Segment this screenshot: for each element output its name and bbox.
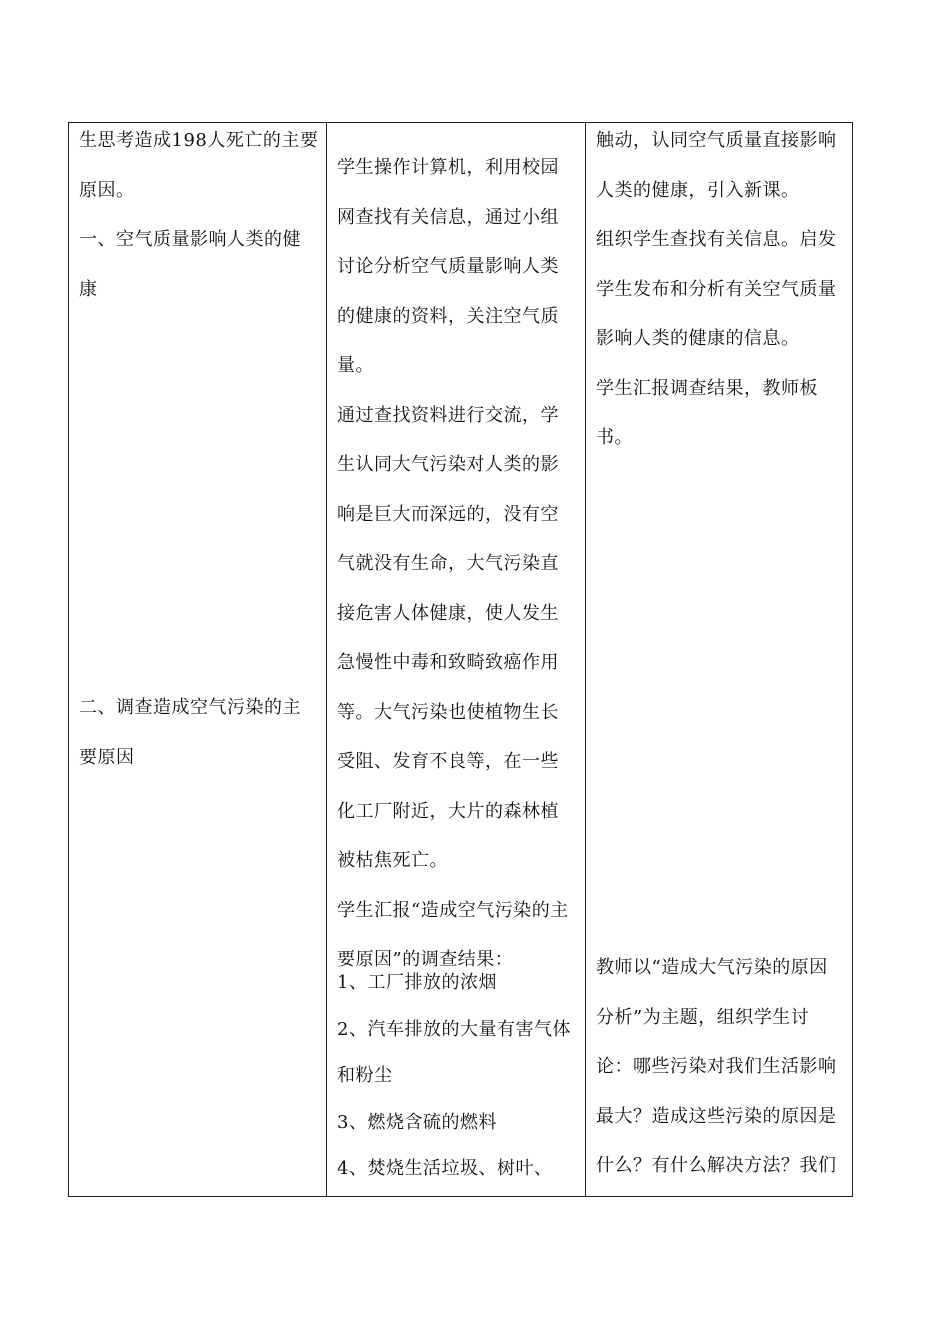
teacher-paragraph-2: 组织学生查找有关信息。启发学生发布和分析有关空气质量影响人类的健康的信息。 [596, 229, 837, 349]
teacher-paragraph-3: 学生汇报调查结果，教师板书。 [596, 377, 818, 448]
lesson-table [68, 122, 853, 1197]
content-text-2 [79, 683, 319, 782]
cause-list [337, 960, 577, 1193]
content-column [69, 123, 327, 1196]
content-text [79, 116, 319, 314]
activity-paragraph-1: 学生操作计算机，利用校园网查找有关信息，通过小组讨论分析空气质量影响人类的健康的资料，关注空气质量。 [337, 157, 559, 376]
section-heading-2: 二、调查造成空气污染的主要原因 [79, 697, 301, 768]
list-item: 4、焚烧生活垃圾、树叶、 [337, 1158, 553, 1179]
teacher-paragraph-1: 触动，认同空气质量直接影响人类的健康，引入新课。 [596, 130, 837, 201]
list-item: 2、汽车排放的大量有害气体和粉尘 [337, 1018, 571, 1086]
teacher-activity-text-2 [596, 943, 846, 1191]
intro-text: 生思考造成198人死亡的主要原因。 [79, 130, 319, 201]
teacher-activity-column [586, 123, 852, 1196]
list-item: 1、工厂排放的浓烟 [337, 972, 497, 993]
list-item: 3、燃烧含硫的燃料 [337, 1111, 497, 1133]
activity-paragraph-3: 学生汇报“造成空气污染的主要原因”的调查结果： [337, 899, 569, 970]
student-activity-text [337, 143, 577, 985]
activity-paragraph-2: 通过查找资料进行交流，学生认同大气污染对人类的影响是巨大而深远的，没有空气就没有生命，大气污染直接危害人体健康，使人发生急慢性中毒和致畸致癌作用等。大气污染也使植物生长受阻、发育不良等，在一些化工厂附近，大片的森林植被枯焦死亡。 [337, 404, 559, 871]
teacher-activity-text [596, 116, 846, 463]
teacher-paragraph-4: 教师以“造成大气污染的原因分析”为主题，组织学生讨论：哪些污染对我们生活影响最大？造成这些污染的原因是什么？有什么解决方法？我们 [596, 957, 837, 1176]
section-heading-1: 一、空气质量影响人类的健康 [79, 229, 301, 300]
student-activity-column [327, 123, 586, 1196]
